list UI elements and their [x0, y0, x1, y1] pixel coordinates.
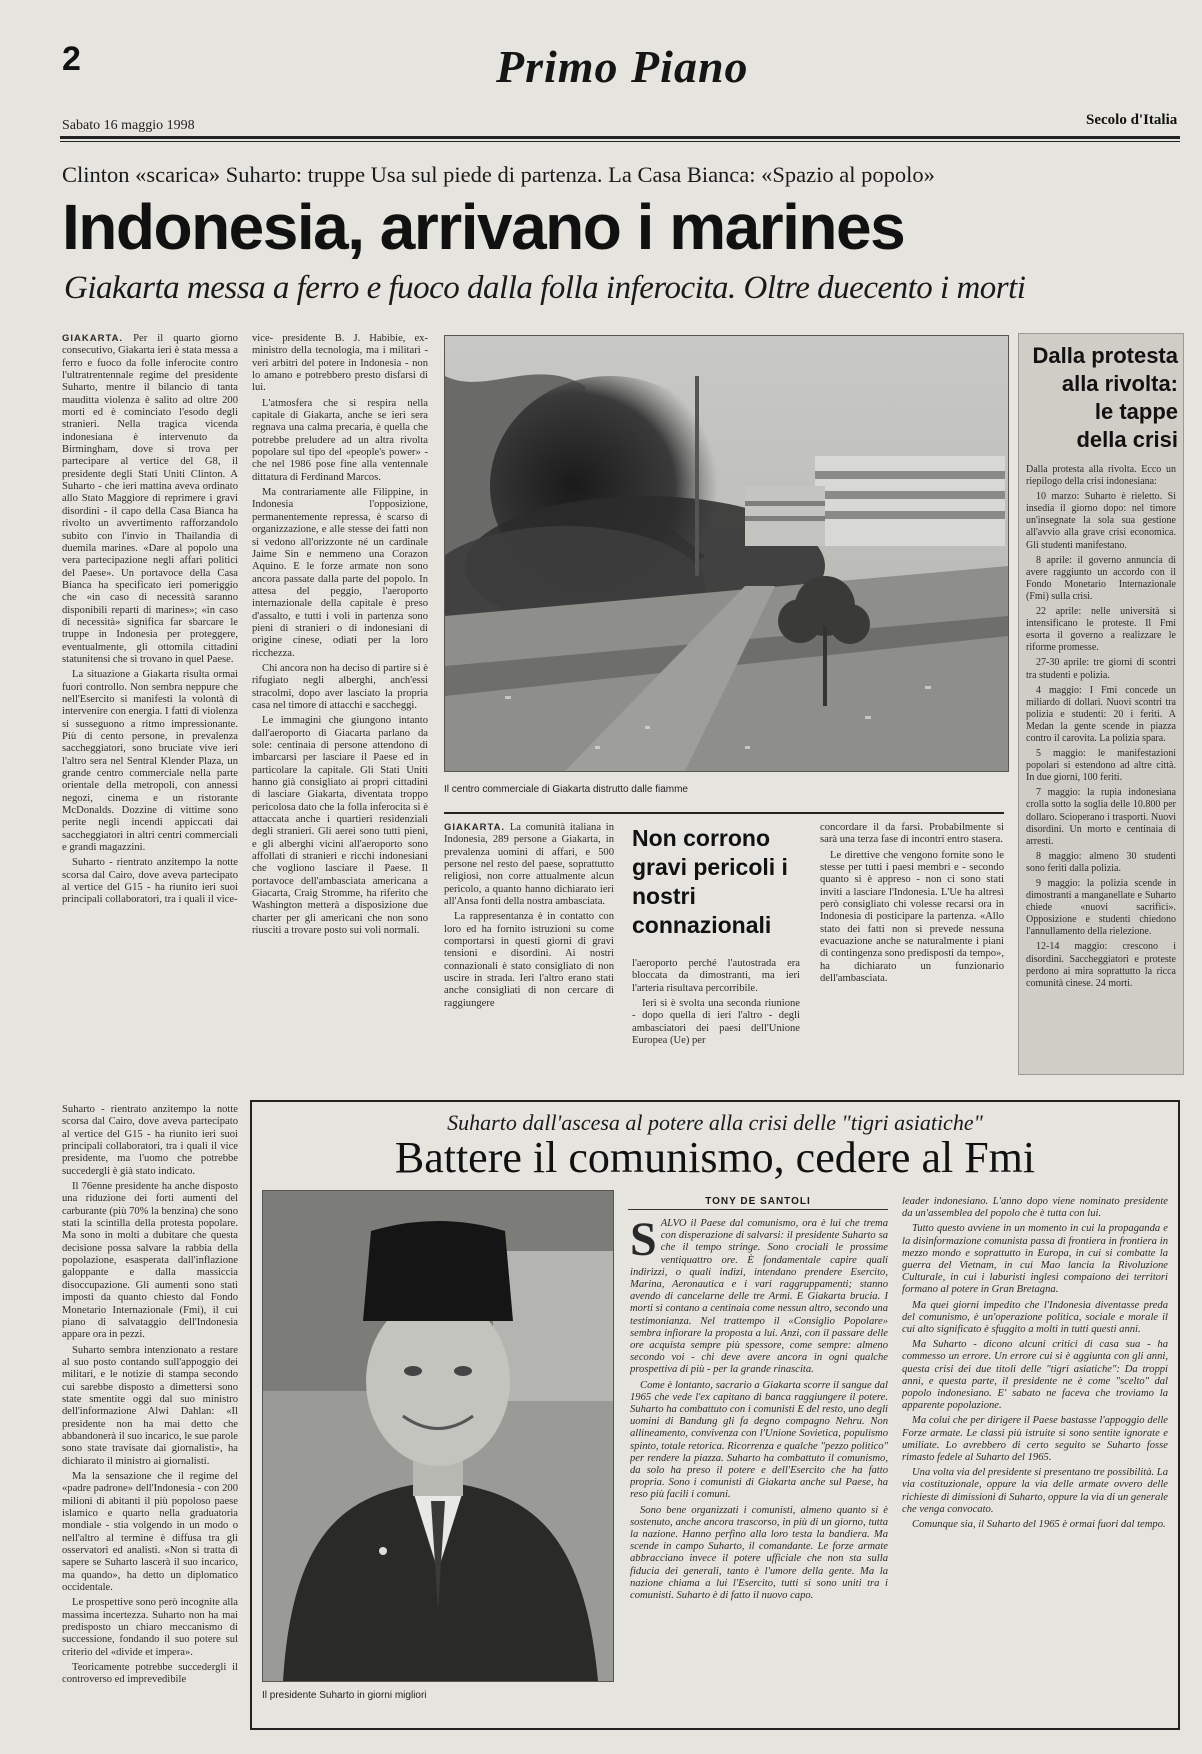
- analysis-col1-p3: Sono bene organizzati i comunisti, almeno quanto si è sostenuto, anche ancora trascorso, in più di un giorno, tutta la nazione. Hanno perfino alla loro testa la bandiera. Ma scende in campo Suharto, il comandante. Le forze armate abbracciano invece il potere ufficiale che non sta sulla fiducia dei generali, tanto è l'umore della gente. Ma la nazione chiama a lui l'Esercito, tutti si sono uniti tra i comunisti. Suharto è di fatto il nuovo capo.: [630, 1504, 888, 1602]
- analysis-col2-p5: Ma colui che per dirigere il Paese bastasse l'appoggio delle Forze armate. Le classi più istruite si sono sentite ignorate e umiliate. Lo avrebbero di certo seguito se Suharto fosse rimasto fedele al Suharto del 1965.: [902, 1415, 1168, 1464]
- main-article-col1: [62, 333, 238, 1098]
- main-kicker: Clinton «scarica» Suharto: truppe Usa sul piede di partenza. La Casa Bianca: «Spazio al popolo»: [62, 162, 935, 187]
- masthead-rule: [60, 136, 1180, 139]
- main-article-col2: [252, 333, 428, 1053]
- fire-photo-image: [445, 336, 1008, 771]
- analysis-col2-p6: Una volta via del presidente si presentano tre possibilità. La via costituzionale, oppure la via delle armate ovvero delle richieste di dimissioni di Suharto, oppure la via di un generale che venga convocato.: [902, 1467, 1168, 1515]
- analysis-col2-p2: Tutto questo avviene in un momento in cui la propaganda e la disinformazione comunista passa di frontiera in frontiera in mezzo mondo e soprattutto in Europa, in cui si combatte la guerra del Vietnam, in cui Mao lancia la Rivoluzione Culturale, in cui i laburisti inglesi compaiono dei territori formano al potere in Gran Bretagna.: [902, 1223, 1168, 1296]
- analysis-col2-p4: Ma Suharto - dicono alcuni critici di casa sua - ha commesso un errore. Un errore cui si è aggiunta con gli anni, questa crisi dei due titoli delle "tigri asiatiche": Da troppi anni, e questa parte, il presidente ne è come "scelto" dal popolo indonesiano. E' sabato ne faceva che troviamo la apparente popolazione.: [902, 1339, 1168, 1412]
- main-headline: Indonesia, arrivano i marines: [62, 191, 905, 263]
- page-number: 2: [62, 40, 81, 78]
- secondary-col2: [632, 958, 800, 1072]
- secondary-col3-p1: concordare il da farsi. Probabilmente si sarà una terza fase di incontri entro stasera.: [820, 822, 1004, 846]
- secondary-col2-p2: Ieri si è svolta una seconda riunione - dopo quella di ieri l'altro - degli ambasciatori dei paesi dell'Unione Europea (Ue) per: [632, 998, 800, 1047]
- secondary-col1-p2: La rappresentanza è in contatto con loro ed ha fornito istruzioni su come comportarsi in questi giorni di gravi tensioni e disordini. Ai nostri connazionali è stato consigliato di non uscire in strada. Ieri l'altro erano stati anche consigliati di non cercare di raggiungere: [444, 911, 614, 1009]
- sidebar-title-line1: Dalla protesta: [1032, 343, 1178, 368]
- analysis-col2-p1: leader indonesiano. L'anno dopo viene nominato presidente da un'assemblea del popolo che è tutta con lui.: [902, 1196, 1168, 1220]
- secondary-col3-p2: Le direttive che vengono fornite sono le stesse per tutti i paesi membri e - secondo quanto si è appreso - non ci sono stati inviti a lasciare l'Indonesia. L'Ue ha altresì però consigliato chi volesse recarsi ora in Indonesia di posticipare la partenza. «Allo stato dei fatti non si prevede nessuna evacuazione anche se naturalmente i piani di contingenza sono predisposti da tempo», ha dichiarato un funzionario dell'ambasciata.: [820, 849, 1004, 985]
- sidebar-p5: 27-30 aprile: tre giorni di scontri tra studenti e polizia.: [1026, 657, 1176, 681]
- main-col1-p2: La situazione a Giakarta risulta ormai fuori controllo. Non sembra neppure che nell'Esercito si manifesti la volontà di intervenire con energia. I fatti di violenza si susseguono a ritmo impressionante. Più di cento persone, in prevalenza saccheggiatori, sono bruciate vive ieri l'altro sera nel Sentral Klender Plaza, un grande centro commerciale nella parte orientale della metropoli, con annessi negozi, cinema e un ristorante McDonalds. Dozzine di vittime sono perite negli incendi appiccati dai saccheggiatori in altri centri commerciali e grandi magazzini.: [62, 669, 238, 854]
- left-long-p5: Le prospettive sono però incognite alla massima incertezza. Suharto non ha mai predisposto un chiaro meccanismo di successione, fondando il suo potere sul criterio del «divide et impera».: [62, 1597, 238, 1658]
- analysis-kicker: Suharto dall'ascesa al potere alla crisi delle "tigri asiatiche": [447, 1110, 983, 1135]
- analysis-col1-p2: Come è lontanto, sacrario a Giakarta scorre il sangue dal 1965 che vede l'ex capitano di banca raggiungere il potere. Suharto ha combattuto con i comunisti E del resto, uno degli uomini di Bandung gli fa degno compagno Nehru. Non allineamento, convivenza con l'Unione Sovietica, populismo spinto, totale retorica. Ricorrenza e qualche "pezzo politico" per rendere la piazza. Suharto ha combattuto il comunismo, da solo ha preso il potere e dell'Esercito che ha fatto propria. Sono i comunisti di Giakarta anche sul Paese, ha reso più facili i comuni.: [630, 1379, 888, 1501]
- secondary-col1: [444, 822, 614, 1072]
- sidebar-p2: 10 marzo: Suharto è rieletto. Si insedia il giorno dopo: nel timore un'insegnate la sola sua gestione all'avvio alla grave crisi economica. Gli studenti manifestano.: [1026, 491, 1176, 551]
- secondary-col1-p1: La comunità italiana in Indonesia, 289 persone a Giakarta, in prevalenza uomini di affari, e 500 persone nel resto del paese, soprattutto religiosi, non corre attualmente alcun pericolo, a quanto hanno dichiarato ieri all'Ansa fonti della nostra ambasciata.: [444, 822, 614, 908]
- newspaper-name: Secolo d'Italia: [1086, 112, 1178, 128]
- left-long-p6: Teoricamente potrebbe succedergli il controverso ed imprevedibile: [62, 1662, 238, 1686]
- sidebar-p8: 7 maggio: la rupia indonesiana crolla sotto la soglia delle 10.800 per dollaro. Scioperano i trasporti. Nuovi disordini. Un morto e centinaia di arresti.: [1026, 787, 1176, 847]
- main-col2-p1: vice- presidente B. J. Habibie, ex-ministro della tecnologia, ma i militari - veri arbitri del potere in Indonesia - non lo amano e potrebbero presto disfarsi di lui.: [252, 333, 428, 394]
- left-long-col: [62, 1104, 238, 1714]
- main-col2-p3: Ma contrariamente alle Filippine, in Indonesia l'opposizione, permanentemente repressa, è scarso di organizzazione, e alle stesse dei fatti non si vedono all'orizzonte né un cardinale Jaime Sin e nemmeno una Corazon Aquino. E le forze armate non sono ancora passate dalla parte del popolo. In attesa del peggio, l'aeroporto internazionale della capitale è preso d'assalto, e tutti i voli in partenza sono pieni di stranieri o di indonesiani di origine cinese, odiati per la loro ricchezza.: [252, 487, 428, 659]
- main-dateline: GIAKARTA.: [62, 333, 124, 344]
- sidebar-text: [1026, 464, 1176, 1064]
- analysis-byline: TONY DE SANTOLI: [628, 1196, 888, 1210]
- sidebar-p4: 22 aprile: nelle università si intensificano le proteste. Il Fmi esorta il governo a realizzare le riforme promesse.: [1026, 606, 1176, 654]
- secondary-dateline: GIAKARTA.: [444, 822, 506, 833]
- suharto-photo: [262, 1190, 614, 1682]
- left-long-p3: Suharto sembra intenzionato a restare al suo posto contando sull'appoggio dei militari, e le notizie di stampa secondo cui sarebbe disposto a dimettersi sono state smentite oggi dal suo ministro dell'informazione Alwi Dahlan: «Il presidente non ha mai detto che abbandonerà il suo incarico, le sue parole sono state travisate dai giornalisti», ha dichiarato il ministro ai giornalisti.: [62, 1344, 238, 1467]
- secondary-col3: [820, 822, 1004, 1072]
- sidebar-p6: 4 maggio: I Fmi concede un miliardo di dollari. Nuovi scontri tra polizia e studenti: 20 i feriti. A Medan la gente scende in piazza contro il carovita. La polizia spara.: [1026, 684, 1176, 744]
- main-col2-p5: Le immagini che giungono intanto dall'aeroporto di Giacarta parlano da sole: centinaia di persone attendono di imbarcarsi per lasciare il Paese ed in particolare la capitale. Gli Stati Uniti hanno già consigliato ai propri cittadini di lasciare Giakarta, diventata troppo pericolosa dato che la folla inferocita si è attaccata anche i quartieri residenziali degli stranieri. Gli aerei sono tutti pieni, e gli alberghi vicini all'aeroporto sono affollati di stranieri e ricchi indonesiani che vogliono lasciare il Paese. Il portavoce dell'ambasciata americana a Giacarta, Craig Stromme, ha riferito che Washington metterà a disposizione due charter per gli americani che non sono riusciti a trovare posto sui voli normali.: [252, 715, 428, 937]
- section-title-text: Primo Piano: [496, 41, 749, 92]
- main-col1-p3: Suharto - rientrato anzitempo la notte scorsa dal Cairo, dove aveva partecipato al vertice del G15 - ha riunito ieri suoi principali collaboratori, tra i quali il vice-: [62, 857, 238, 906]
- sidebar-title-line4: della crisi: [1076, 427, 1178, 452]
- sidebar-title: [1022, 342, 1178, 454]
- section-title: [496, 40, 749, 93]
- suharto-photo-caption: Il presidente Suharto in giorni migliori: [262, 1690, 427, 1701]
- main-col1-p1: Per il quarto giorno consecutivo, Giakarta ieri è stata messa a ferro e fuoco da folle inferocite contro l'ultratrentennale regime del presidente Suharto, mentre il bilancio di tanta mauditta violenza è salito ad oltre 200 morti ed è cominciato l'esodo degli stranieri. Nella tragica vicenda indonesiana è intervenuto da Birmingham, dove si trova per partecipare al vertice del G8, il presidente degli Stati Uniti Clinton. A Suharto - che ieri mattina aveva ordinato allo Stato Maggiore di reprimere i gravi disordini - il capo della Casa Bianca ha rivolto un avvertimento rafforzandolo subito con l'invio in Thailandia di duemila marines. «Dare al popolo una vera partecipazione negli affari politici del Paese». Un portavoce della Casa Bianca ha specificato ieri pomeriggio che «in caso di necessità saranno disponibili reparti di marines»; «in caso di necessità» significa far sbarcare le truppe in Indonesia per proteggere, eventualmente, gli ottomila cittadini statunitensi che si trovano in quel Paese.: [62, 333, 238, 665]
- analysis-col2: [902, 1196, 1168, 1716]
- masthead-rule-thin: [60, 141, 1180, 142]
- analysis-headline: Battere il comunismo, cedere al Fmi: [394, 1133, 1036, 1182]
- analysis-col1-p1: ALVO il Paese dal comunismo, ora è lui che trema con disperazione di salvarsi: il presidente Suharto sa che il tempo stringe. Sono crociali le prossime ventiquattro ore. È fondamentale capire quali indirizzi, o quali indizi, intendano prendere Esercito, Marina, Aeronautica e i vari raggruppamenti; stanno avendo di cancelarne delle tre Armi. E Giakarta brucia. I morti si contano a centinaia come nessun altro, secondo una testimonianza. Nel trattempo il «Consiglio Popolare» sembra infiorare la proposta a lui. Anzi, con il passare delle ore acquista sempre più spessore, come sempre: almeno secondo voi - chi deve avere ancora in ogni qualche prospettiva di più - per la grande rinascita.: [630, 1218, 888, 1376]
- sidebar-p11: 12-14 maggio: crescono i disordini. Saccheggiatori e proteste perdono ai mira soprattutto la ricca comunità cinese. 24 morti.: [1026, 941, 1176, 989]
- sidebar-p9: 8 maggio: almeno 30 studenti sono feriti dalla polizia.: [1026, 850, 1176, 874]
- main-subheadline: Giakarta messa a ferro e fuoco dalla folla inferocita. Oltre duecento i morti: [64, 270, 1026, 306]
- secondary-headline: Non corrono gravi pericoli i nostri connazionali: [632, 825, 788, 938]
- suharto-photo-image: [263, 1191, 613, 1681]
- analysis-drop-cap: S: [630, 1218, 657, 1266]
- analysis-col2-p7: Comunque sia, il Suharto del 1965 è ormai fuori dal tempo.: [912, 1519, 1166, 1531]
- sidebar-p3: 8 aprile: il governo annuncia di avere raggiunto un accordo con il Fondo Monetario Internazionale (Fmi) sulla crisi.: [1026, 554, 1176, 602]
- sidebar-title-line3: le tappe: [1094, 399, 1178, 424]
- sidebar-title-line2: alla rivolta:: [1061, 371, 1178, 396]
- secondary-rule: [444, 812, 1004, 814]
- analysis-col1: [630, 1218, 888, 1716]
- main-col2-p4: Chi ancora non ha deciso di partire si è rifugiato negli alberghi, anch'essi stracolmi, dopo aver lasciato la propria casa nel timore di attacchi e saccheggi.: [252, 662, 428, 711]
- left-long-p2: Il 76enne presidente ha anche disposto una riduzione dei forti aumenti del carburante (più 70% la benzina) che sono stati la scintilla della protesta popolare. Ma sono in molti a dubitare che questa decisione possa salvare la rabbia della popolazione, esasperata dall'inflazione galoppante e dalla massiccia disoccupazione. Gli aumenti sono stati imposti da quanto chiesto dal Fondo Monetario Internazionale (Fmi), il cui piano di salvataggio dell'Indonesia appare ora in pezzi.: [62, 1181, 238, 1341]
- sidebar-p10: 9 maggio: la polizia scende in dimostranti a manganellate e Suharto chiede «nuovi sacrifici». Opposizione e studenti chiedono l'annullamento della rielezione.: [1026, 878, 1176, 938]
- analysis-col2-p3: Ma quei giorni impedito che l'Indonesia diventasse preda del comunismo, è un'operazione politica, sociale e morale il cui alto significato è sfuggito a molti in tutti questi anni.: [902, 1299, 1168, 1336]
- left-long-p4: Ma la sensazione che il regime del «padre padrone» dell'Indonesia - con 200 milioni di abitanti il più popoloso paese islamico e quarto nella graduatoria mondiale - stia volgendo in un modo o nell'altro al termine è diffusa tra gli osservatori ed analisti. «Non si tratta di sapere se Suharto lascerà il suo incarico, ma quando», ha detto un diplomatico occidentale.: [62, 1470, 238, 1594]
- fire-photo: [444, 335, 1009, 772]
- date-line: Sabato 16 maggio 1998: [62, 118, 195, 133]
- left-long-p1: Suharto - rientrato anzitempo la notte scorsa dal Cairo, dove aveva partecipato al vertice del G15 - ha riunito ieri suoi principali collaboratori, tra i quali il vice presidente, ma l'uomo che potrebbe succedergli è già stato indicato.: [62, 1104, 238, 1177]
- sidebar-p7: 5 maggio: le manifestazioni popolari si estendono ad altre città. In due giorni, 100 feriti.: [1026, 748, 1176, 784]
- fire-photo-caption: Il centro commerciale di Giakarta distrutto dalle fiamme: [444, 784, 688, 795]
- sidebar-p1: Dalla protesta alla rivolta. Ecco un riepilogo della crisi indonesiana:: [1026, 464, 1176, 488]
- secondary-col2-p1: l'aeroporto perché l'autostrada era bloccata da dimostranti, ma ieri l'arteria risultava percorribile.: [632, 958, 800, 994]
- main-col2-p2: L'atmosfera che si respira nella capitale di Giakarta, anche se ieri sera regnava una calma precaria, è quella che potrebbe preludere ad un altra rivolta popolare sul tipo del «people's power» - che nel 1986 pose fine alla ventennale dittatura di Ferdinand Marcos.: [252, 397, 428, 483]
